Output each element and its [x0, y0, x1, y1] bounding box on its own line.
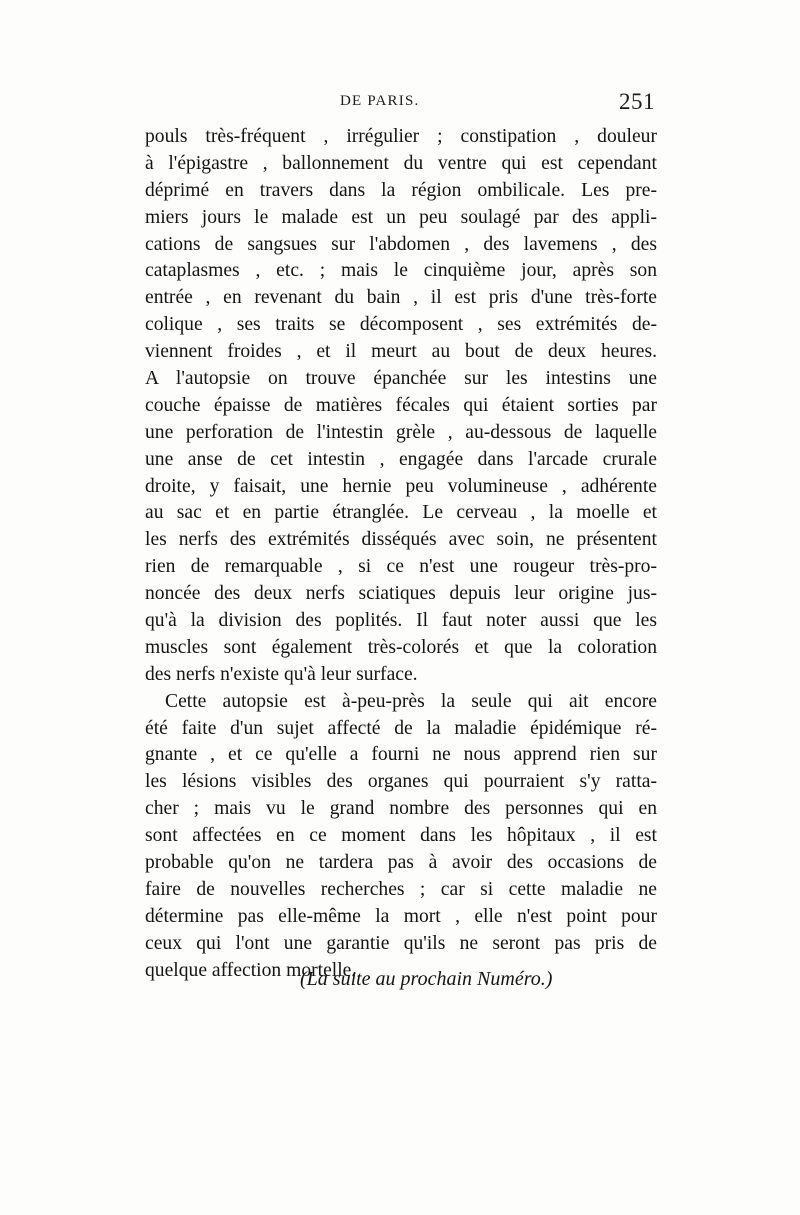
text-line: muscles sont également très-colorés et que la coloration	[145, 636, 657, 658]
paragraph-1	[145, 124, 657, 689]
text-line: noncée des deux nerfs sciatiques depuis leur origine jus-	[145, 583, 657, 605]
page-number: 251	[619, 89, 655, 114]
text-line: détermine pas elle-même la mort , elle n'est point pour	[145, 905, 657, 927]
body-text	[145, 124, 657, 985]
running-title: DE PARIS.	[340, 93, 420, 109]
text-line: les lésions visibles des organes qui pourraient s'y ratta-	[145, 771, 657, 793]
text-line: rien de remarquable , si ce n'est une rougeur très-pro-	[145, 556, 657, 578]
text-line: déprimé en travers dans la région ombilicale. Les pre-	[145, 179, 657, 201]
text-line: viennent froides , et il meurt au bout de deux heures.	[145, 341, 657, 363]
text-line: été faite d'un sujet affecté de la maladie épidémique ré-	[145, 717, 657, 739]
text-line: gnante , et ce qu'elle a fourni ne nous apprend rien sur	[145, 744, 657, 766]
text-line: probable qu'on ne tardera pas à avoir des occasions de	[145, 852, 657, 874]
text-line: à l'épigastre , ballonnement du ventre qui est cependant	[145, 152, 657, 174]
text-line: au sac et en partie étranglée. Le cerveau , la moelle et	[145, 502, 657, 524]
text-line: les nerfs des extrémités disséqués avec soin, ne présentent	[145, 529, 657, 551]
text-line: Cette autopsie est à-peu-près la seule qui ait encore	[165, 690, 657, 712]
text-line: cher ; mais vu le grand nombre des personnes qui en	[145, 798, 657, 820]
text-line: faire de nouvelles recherches ; car si cette maladie ne	[145, 878, 657, 900]
text-line: ceux qui l'ont une garantie qu'ils ne seront pas pris de	[145, 932, 657, 954]
paragraph-2	[145, 689, 657, 985]
continuation-note: (La suite au prochain Numéro.)	[300, 968, 553, 990]
text-line: qu'à la division des poplités. Il faut noter aussi que les	[145, 610, 657, 632]
text-line: sont affectées en ce moment dans les hôpitaux , il est	[145, 825, 657, 847]
text-line: couche épaisse de matières fécales qui étaient sorties par	[145, 394, 657, 416]
text-line: cations de sangsues sur l'abdomen , des lavemens , des	[145, 233, 657, 255]
text-line: A l'autopsie on trouve épanchée sur les intestins une	[145, 368, 657, 390]
text-line: droite, y faisait, une hernie peu volumineuse , adhérente	[145, 475, 657, 497]
running-header	[145, 89, 655, 117]
text-line: miers jours le malade est un peu soulagé par des appli-	[145, 206, 657, 228]
text-line: cataplasmes , etc. ; mais le cinquième jour, après son	[145, 260, 657, 282]
text-line: des nerfs n'existe qu'à leur surface.	[145, 663, 418, 685]
text-line: une anse de cet intestin , engagée dans l'arcade crurale	[145, 448, 657, 470]
text-line: colique , ses traits se décomposent , ses extrémités de-	[145, 314, 657, 336]
text-line: une perforation de l'intestin grèle , au-dessous de laquelle	[145, 421, 657, 443]
text-line: entrée , en revenant du bain , il est pris d'une très-forte	[145, 287, 657, 309]
text-line: pouls très-fréquent , irrégulier ; constipation , douleur	[145, 126, 657, 147]
text-line: quelque affection mortelle.	[145, 959, 357, 981]
